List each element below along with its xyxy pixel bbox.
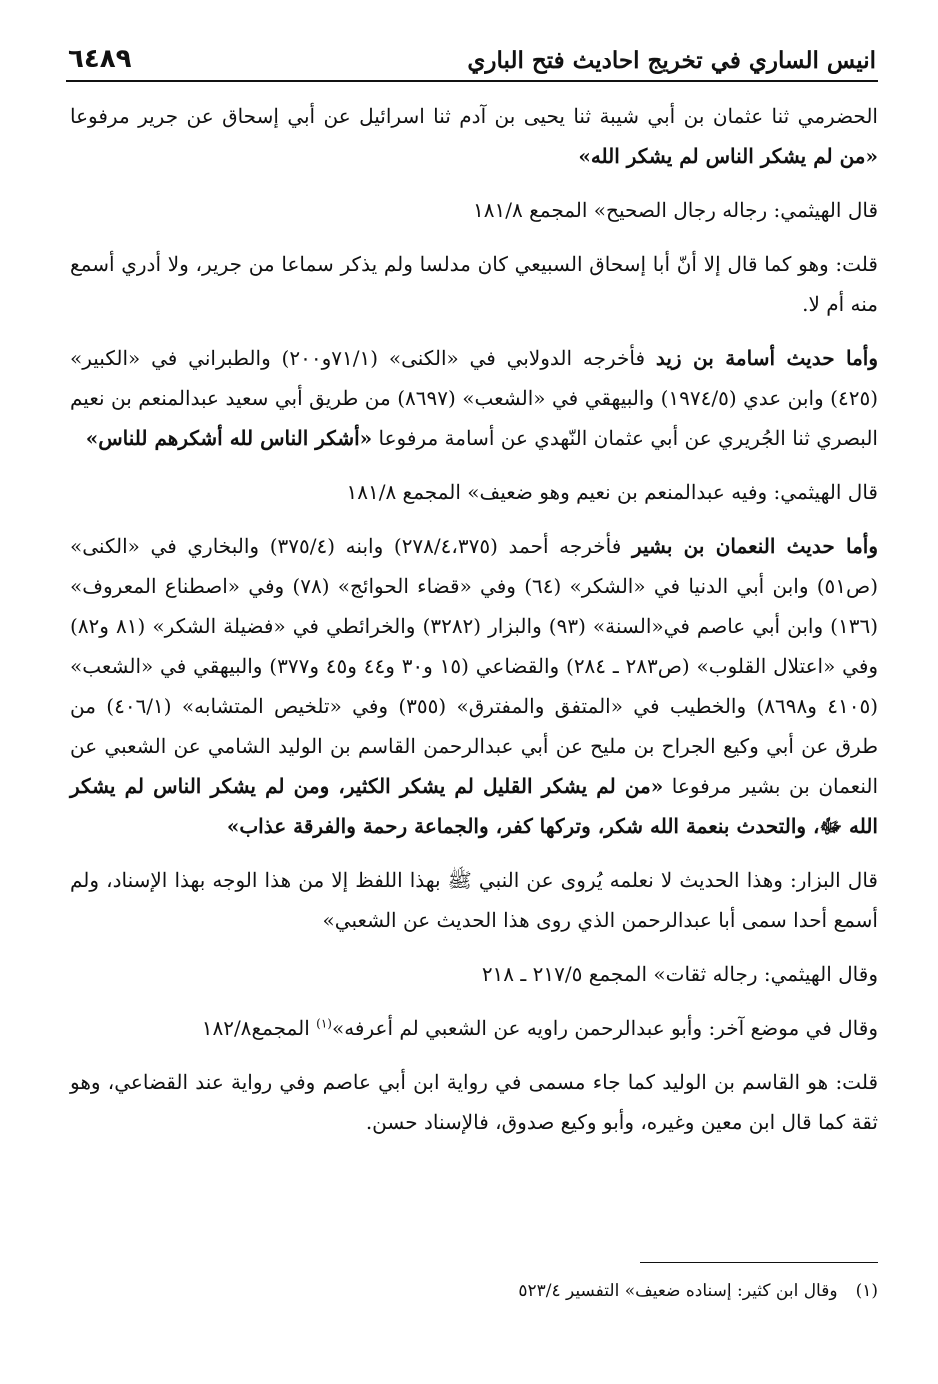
paragraph-6: [70, 526, 878, 846]
section-heading: وأما حديث النعمان بن بشير: [631, 534, 879, 558]
running-header: [68, 30, 876, 74]
paragraph-1: [70, 96, 878, 176]
paragraph-4: [70, 338, 878, 458]
paragraph-9: [70, 1008, 878, 1048]
hadith-quote: «أشكر الناس لله أشكرهم للناس»: [85, 426, 373, 450]
paragraph-text: قلت: هو القاسم بن الوليد كما جاء مسمى في رواية ابن أبي عاصم وفي رواية عند القضاعي، وهو ثقة كما قال ابن معين وغيره، وأبو وكيع صدوق، فالإسناد حسن.: [70, 1070, 878, 1134]
body-text: [70, 96, 878, 1142]
footnote-rule: [640, 1262, 878, 1263]
footnote-mark: (١): [855, 1281, 878, 1301]
paragraph-2: [70, 190, 878, 230]
paragraph-text: وقال في موضع آخر: وأبو عبدالرحمن راويه عن الشعبي لم أعرفه»: [331, 1016, 878, 1040]
hadith-quote: «من لم يشكر الناس لم يشكر الله»: [578, 144, 878, 168]
paragraph-5: [70, 472, 878, 512]
page-number: ٦٤٨٩: [68, 44, 132, 74]
paragraph-text: قال الهيثمي: وفيه عبدالمنعم بن نعيم وهو ضعيف» المجمع ١٨١/٨: [346, 480, 878, 504]
paragraph-text: فأخرجه أحمد (٢٧٨/٤،٣٧٥) وابنه (٣٧٥/٤) والبخاري في «الكنى» (ص٥١) وابن أبي الدنيا في «الشكر» (٦٤) وفي «قضاء الحوائج» (٧٨) وفي «اصطناع المعروف» (١٣٦) وابن أبي عاصم في«السنة» (٩٣) والبزار (٣٢٨٢) والخرائطي في «فضيلة الشكر» (٨١ و٨٢) وفي «اعتلال القلوب» (ص٢٨٣ ـ ٢٨٤) والقضاعي (١٥ و٣٠ و٤٤ و٤٥ و٣٧٧) والبيهقي في «الشعب» (٤١٠٥ و٨٦٩٨) والخطيب في «المتفق والمفترق» (٣٥٥) وفي «تلخيص المتشابه» (٤٠٦/١) من طرق عن أبي وكيع الجراح بن مليح عن أبي عبدالرحمن القاسم بن الوليد الشامي عن الشعبي عن النعمان بن بشير مرفوعا: [70, 534, 879, 798]
paragraph-text: قال البزار: وهذا الحديث لا نعلمه يُروى عن النبي ﷺ بهذا اللفظ إلا من هذا الوجه بهذا الإسناد، ولم أسمع أحدا سمى أبا عبدالرحمن الذي روى هذا الحديث عن الشعبي»: [70, 868, 878, 932]
section-heading: وأما حديث أسامة بن زيد: [655, 346, 878, 370]
footnote: [70, 1274, 878, 1308]
paragraph-text: قال الهيثمي: رجاله رجال الصحيح» المجمع ١٨١/٨: [473, 198, 878, 222]
footnote-text: وقال ابن كثير: إسناده ضعيف» التفسير ٥٢٣/٤: [518, 1281, 838, 1301]
paragraph-10: [70, 1062, 878, 1142]
paragraph-text: فأخرجه الدولابي في «الكنى» (٧١/١و٢٠٠) والطبراني في «الكبير» (٤٢٥) وابن عدي (١٩٧٤/٥) والبيهقي في «الشعب» (٨٦٩٧) من طريق أبي سعيد عبدالمنعم بن نعيم البصري ثنا الجُريري عن أبي عثمان النّهدي عن أسامة مرفوعا: [70, 346, 878, 450]
paragraph-7: [70, 860, 878, 940]
paragraph-text: قلت: وهو كما قال إلا أنّ أبا إسحاق السبيعي كان مدلسا ولم يذكر سماعا من جرير، ولا أدري أسمع منه أم لا.: [70, 252, 878, 316]
hadith-quote: «من لم يشكر القليل لم يشكر الكثير، ومن لم يشكر الناس لم يشكر الله ﷻ، والتحدث بنعمة الله شكر، وتركها كفر، والجماعة رحمة والفرقة عذاب»: [70, 774, 878, 838]
paragraph-text: المجمع١٨٢/٨: [201, 1016, 317, 1040]
running-title: انيس الساري في تخريج احاديث فتح الباري: [467, 47, 876, 74]
paragraph-3: [70, 244, 878, 324]
footnote-reference[interactable]: (١): [316, 1016, 332, 1031]
paragraph-text: وقال الهيثمي: رجاله ثقات» المجمع ٢١٧/٥ ـ ٢١٨: [481, 962, 878, 986]
paragraph-8: [70, 954, 878, 994]
header-rule: [66, 80, 878, 82]
paragraph-text: الحضرمي ثنا عثمان بن أبي شيبة ثنا يحيى بن آدم ثنا اسرائيل عن أبي إسحاق عن جرير مرفوعا: [70, 104, 878, 128]
